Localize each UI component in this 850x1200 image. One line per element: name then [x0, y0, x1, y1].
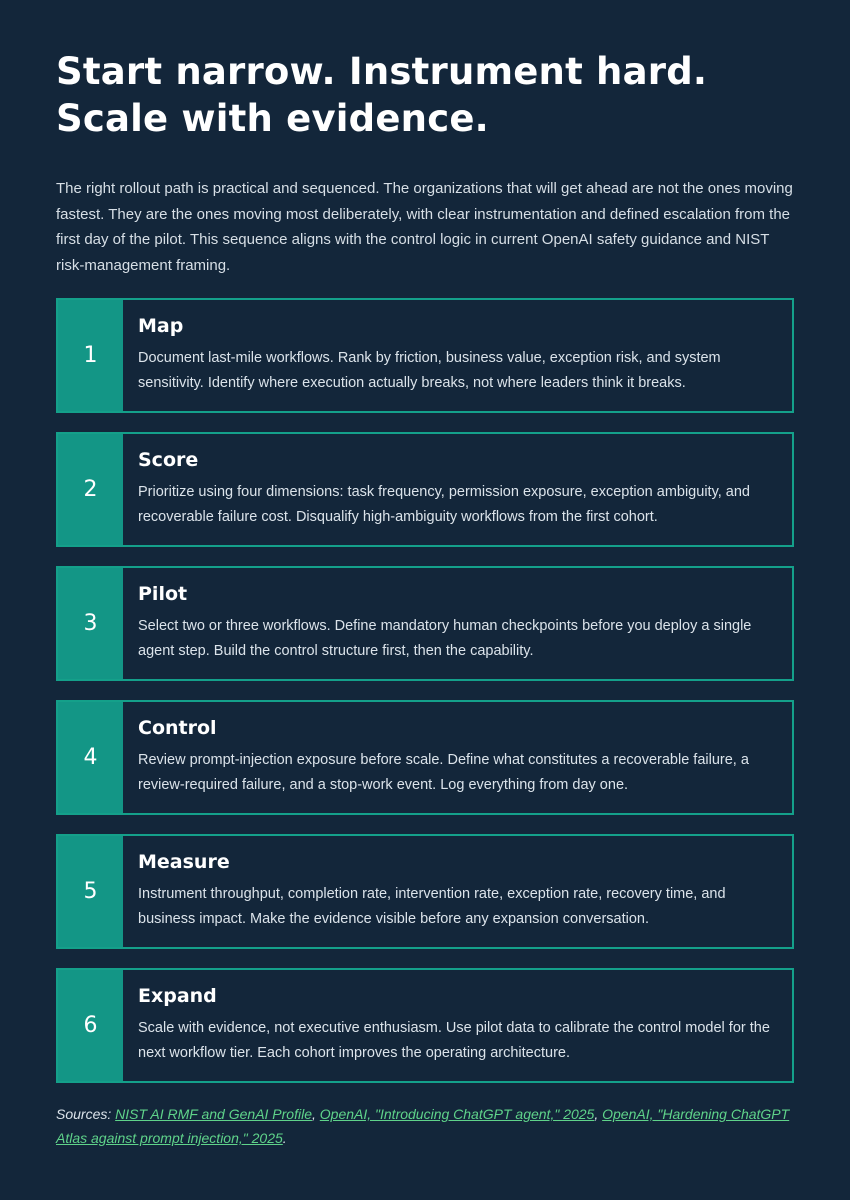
step-card-expand [56, 968, 794, 1083]
step-card-score [56, 432, 794, 547]
step-body [123, 434, 792, 545]
step-title: Score [138, 449, 199, 471]
rollout-steps [56, 298, 794, 1083]
step-card-pilot [56, 566, 794, 681]
step-description: Prioritize using four dimensions: task frequency, permission exposure, exception ambiguity, and recoverable failure cost. Disqualify high-ambiguity workflows from the first cohort. [138, 484, 750, 525]
step-number: 3 [58, 568, 123, 679]
step-body [123, 970, 792, 1081]
step-number: 1 [58, 300, 123, 411]
step-card-measure [56, 834, 794, 949]
step-title: Expand [138, 985, 217, 1007]
step-body [123, 300, 792, 411]
step-number: 2 [58, 434, 123, 545]
step-number: 6 [58, 970, 123, 1081]
step-description: Select two or three workflows. Define mandatory human checkpoints before you deploy a single agent step. Build the control structure first, then the capability. [138, 618, 752, 659]
page-content [56, 48, 794, 1150]
source-link-openai-agent[interactable]: OpenAI, "Introducing ChatGPT agent," 2025 [319, 1106, 595, 1122]
step-body [123, 702, 792, 813]
step-body [123, 568, 792, 679]
step-body [123, 836, 792, 947]
step-title: Measure [138, 851, 230, 873]
intro-paragraph: The right rollout path is practical and sequenced. The organizations that will get ahead are not the ones moving fastest. They are the ones moving most deliberately, with clear instrumentation and defined escalation from the first day of the pilot. This sequence aligns with the control logic in current OpenAI safety guidance and NIST risk-management framing. [56, 180, 793, 274]
step-number: 5 [58, 836, 123, 947]
source-link-nist[interactable]: NIST AI RMF and GenAI Profile [115, 1106, 312, 1122]
source-link-openai-atlas[interactable]: OpenAI, "Hardening ChatGPT Atlas against prompt injection," 2025 [56, 1106, 790, 1146]
sources-footnote: Sources: NIST AI RMF and GenAI Profile, OpenAI, "Introducing ChatGPT agent," 2025, OpenAI, "Hardening ChatGPT Atlas against prompt injection," 2025. [56, 1106, 790, 1146]
step-description: Scale with evidence, not executive enthusiasm. Use pilot data to calibrate the control model for the next workflow tier. Each cohort improves the operating architecture. [138, 1020, 770, 1061]
step-description: Instrument throughput, completion rate, intervention rate, exception rate, recovery time, and business impact. Make the evidence visible before any expansion conversation. [138, 886, 726, 927]
step-description: Review prompt-injection exposure before scale. Define what constitutes a recoverable failure, a review-required failure, and a stop-work event. Log everything from day one. [138, 752, 749, 793]
step-card-map [56, 298, 794, 413]
step-description: Document last-mile workflows. Rank by friction, business value, exception risk, and system sensitivity. Identify where execution actually breaks, not where leaders think it breaks. [138, 350, 721, 391]
step-title: Map [138, 315, 184, 337]
step-title: Pilot [138, 583, 188, 605]
page-title: Start narrow. Instrument hard. Scale with evidence. [56, 50, 708, 140]
sources-label: Sources: [56, 1106, 116, 1122]
step-number: 4 [58, 702, 123, 813]
step-card-control [56, 700, 794, 815]
step-title: Control [138, 717, 217, 739]
